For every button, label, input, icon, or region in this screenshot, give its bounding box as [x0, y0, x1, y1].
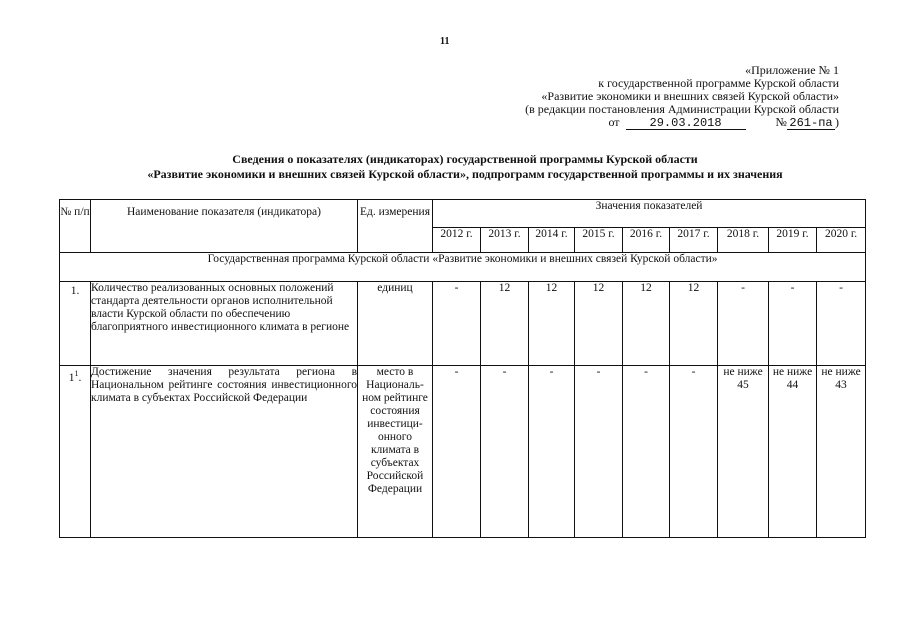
year-2020: 2020 г.: [817, 228, 866, 253]
row-value: 12: [623, 282, 670, 366]
heading-line-1: Сведения о показателях (индикаторах) государственной программы Курской области: [232, 152, 698, 166]
row-value: -: [817, 282, 866, 366]
year-2014: 2014 г.: [529, 228, 575, 253]
row-value: -: [769, 282, 817, 366]
appendix-program-ref: к государственной программе Курской области: [598, 76, 839, 90]
table-row: [60, 282, 866, 366]
row-value: не ниже 44: [769, 366, 817, 538]
row-value: -: [433, 366, 481, 538]
row-value: 12: [670, 282, 718, 366]
row-num-main: 1: [68, 371, 75, 384]
row-num-sup: 1: [74, 369, 79, 378]
closing-paren: ): [835, 115, 839, 129]
year-2012: 2012 г.: [433, 228, 481, 253]
page-number: 11: [440, 36, 450, 47]
header-unit: Ед. измерения: [358, 200, 433, 253]
appendix-block: [419, 64, 839, 130]
row-num: 1.: [60, 282, 91, 366]
header-name: Наименование показателя (индикатора): [91, 200, 358, 253]
year-2018: 2018 г.: [718, 228, 769, 253]
year-2015: 2015 г.: [575, 228, 623, 253]
header-num: № п/п: [60, 200, 91, 253]
row-name: Количество реализованных основных положений стандарта деятельности органов исполнительной власти Курской области по обеспечению благоприятного инвестиционного климата в регионе: [91, 282, 358, 366]
year-2019: 2019 г.: [769, 228, 817, 253]
appendix-title: «Приложение № 1: [745, 63, 839, 77]
row-value: -: [718, 282, 769, 366]
row-unit: единиц: [358, 282, 433, 366]
decree-number: 261-па: [787, 117, 835, 130]
appendix-dateline: [419, 116, 839, 130]
section-title: Государственная программа Курской области «Развитие экономики и внешних связей Курской области»: [60, 253, 866, 282]
row-name: Достижение значения результата региона в Национальном рейтинге состояния инвестиционного климата в субъектах Российской Федерации: [91, 366, 358, 538]
row-value: -: [481, 366, 529, 538]
number-label: №: [775, 115, 787, 129]
indicators-table: [59, 199, 866, 538]
row-value: не ниже 45: [718, 366, 769, 538]
year-2016: 2016 г.: [623, 228, 670, 253]
row-num: [60, 366, 91, 538]
section-row: [60, 253, 866, 282]
row-value: не ниже 43: [817, 366, 866, 538]
appendix-edition-note: (в редакции постановления Администрации Курской области: [525, 102, 839, 116]
row-value: 12: [481, 282, 529, 366]
row-value: 12: [575, 282, 623, 366]
document-heading: [60, 152, 870, 182]
heading-line-2: «Развитие экономики и внешних связей Курской области», подпрограмм государственной программы и их значения: [147, 167, 783, 181]
row-value: 12: [529, 282, 575, 366]
decree-date: 29.03.2018: [626, 117, 746, 130]
row-value: -: [529, 366, 575, 538]
row-value: -: [623, 366, 670, 538]
header-row: [60, 200, 866, 228]
year-2013: 2013 г.: [481, 228, 529, 253]
year-2017: 2017 г.: [670, 228, 718, 253]
row-unit: место в Националь-ном рейтинге состояния инвестици-онного климата в субъектах Российской Федерации: [358, 366, 433, 538]
row-value: -: [575, 366, 623, 538]
appendix-program-name: «Развитие экономики и внешних связей Курской области»: [541, 89, 839, 103]
header-values-group: Значения показателей: [433, 200, 866, 228]
row-num-suffix: .: [78, 371, 82, 384]
table-row: [60, 366, 866, 538]
row-value: -: [433, 282, 481, 366]
from-label: от: [608, 115, 620, 129]
row-value: -: [670, 366, 718, 538]
